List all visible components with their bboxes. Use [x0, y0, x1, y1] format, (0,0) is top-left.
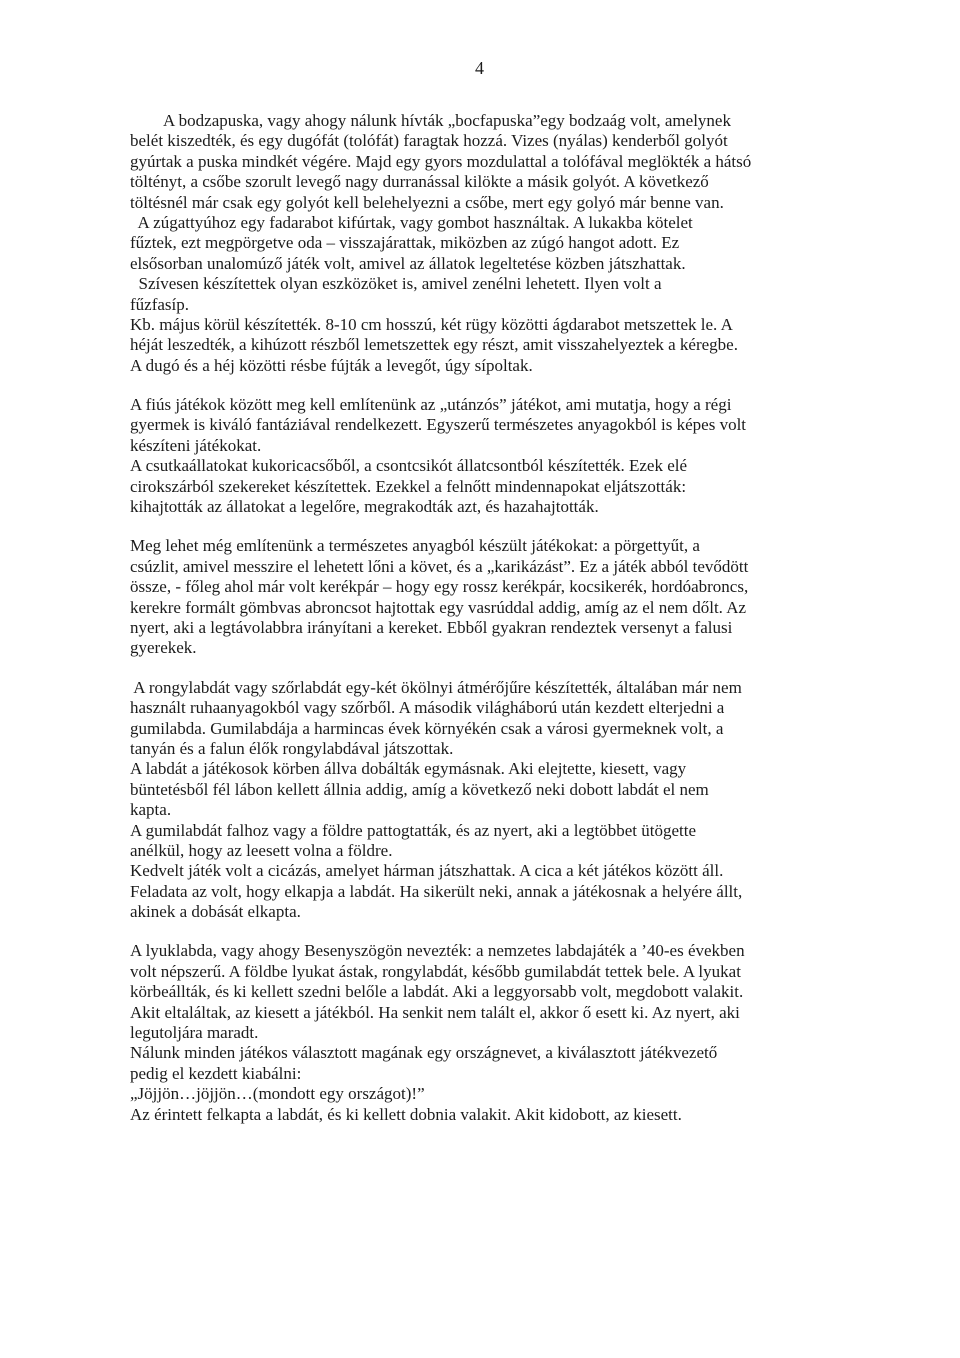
- text-line: legutoljára maradt.: [130, 1023, 259, 1043]
- text-line: Akit eltaláltak, az kiesett a játékból. Ha senkit nem talált el, akkor ő esett ki. Az nyert, aki: [130, 1002, 740, 1022]
- text-line: pedig el kezdett kiabálni:: [130, 1063, 302, 1083]
- text-line: A lyuklabda, vagy ahogy Besenyszögön nevezték: a nemzetes labdajáték a ’40-es években: [130, 941, 745, 961]
- text-line: használt ruhaanyagokból vagy szőrből. A második világháború után kezdett elterjedni a: [130, 698, 725, 718]
- paragraph-natural-toys: [130, 536, 838, 658]
- paragraph-hole-ball: [130, 941, 838, 1125]
- text-line: A dugó és a héj közötti résbe fújták a levegőt, úgy sípoltak.: [130, 355, 533, 375]
- text-line: készíteni játékokat.: [130, 435, 262, 455]
- paragraph-ball-games: [130, 678, 838, 923]
- text-line: töltényt, a csőbe szorult levegő nagy durranással kilökte a másik golyót. A következő: [130, 172, 709, 192]
- text-line: tanyán és a falun élők rongylabdával játszottak.: [130, 738, 454, 758]
- text-line: A fiús játékok között meg kell említenünk az „utánzós” játékot, ami mutatja, hogy a régi: [130, 395, 732, 415]
- paragraph-gap: [130, 517, 838, 536]
- text-line: A rongylabdát vagy szőrlabdát egy-két ökölnyi átmérőjűre készítették, általában már nem: [130, 677, 742, 697]
- text-line: belét kiszedték, és egy dugófát (tolófát) faragtak hozzá. Vizes (nyálas) kenderből golyót: [130, 131, 728, 151]
- text-line: „Jöjjön…jöjjön…(mondott egy országot)!”: [130, 1084, 425, 1104]
- text-line: gumilabda. Gumilabdája a harmincas évek környékén csak a városi gyermeknek volt, a: [130, 718, 724, 738]
- paragraph-gap: [130, 659, 838, 678]
- paragraph-imitation-games: [130, 395, 838, 517]
- text-line: volt népszerű. A földbe lyukat ástak, rongylabdát, később gumilabdát tettek bele. A lyukat: [130, 961, 741, 981]
- text-line: gyúrtak a puska mindkét végére. Majd egy gyors mozdulattal a tolófával meglökték a hátsó: [130, 151, 752, 171]
- text-line: anélkül, hogy az leesett volna a földre.: [130, 840, 393, 860]
- text-line: A csutkaállatokat kukoricacsőből, a csontcsikót állatcsontból készítették. Ezek elé: [130, 456, 688, 476]
- text-line: akinek a dobását elkapta.: [130, 902, 301, 922]
- text-line: fűztek, ezt megpörgetve oda – visszajárattak, miközben az zúgó hangot adott. Ez: [130, 233, 680, 253]
- text-line: Meg lehet még említenünk a természetes anyagból készült játékokat: a pörgettyűt, a: [130, 536, 700, 556]
- page-number: 4: [475, 58, 484, 78]
- text-line: A zúgattyúhoz egy fadarabot kifúrtak, vagy gombot használtak. A lukakba kötelet: [130, 212, 693, 232]
- text-line: nyert, aki a legtávolabbra irányítani a kereket. Ebből gyakran rendeztek versenyt a falusi: [130, 617, 733, 637]
- document-body: [130, 111, 838, 1125]
- text-line: Az érintett felkapta a labdát, és ki kellett dobnia valakit. Akit kidobott, az kiesett.: [130, 1104, 682, 1124]
- text-line: elsősorban unalomúző játék volt, amivel az állatok legeltetése közben játszhattak.: [130, 253, 686, 273]
- text-line: gyerekek.: [130, 638, 197, 658]
- text-line: töltésnél már csak egy golyót kell belehelyezni a csőbe, mert egy golyó már benne van.: [130, 192, 724, 212]
- text-line: A gumilabdát falhoz vagy a földre pattogtatták, és az nyert, aki a legtöbbet ütögette: [130, 820, 696, 840]
- text-line: héját leszedték, a kihúzott részből lemetszettek egy részt, amit visszahelyeztek a kéregbe.: [130, 335, 738, 355]
- paragraph-gap: [130, 376, 838, 395]
- text-line: A bodzapuska, vagy ahogy nálunk hívták „bocfapuska”egy bodzaág volt, amelynek: [130, 111, 731, 130]
- paragraph-toys-instruments: [130, 111, 838, 376]
- paragraph-gap: [130, 922, 838, 941]
- text-line: büntetésből fél lábon kellett állnia addig, amíg a következő neki dobott labdát el nem: [130, 779, 709, 799]
- text-line: cirokszárból szekereket készítettek. Ezekkel a felnőtt mindennapokat eljátszották:: [130, 476, 687, 496]
- text-line: kerekre formált gömbvas abroncsot hajtottak egy vasrúddal addig, amíg az el nem dőlt. Az: [130, 597, 747, 617]
- text-line: Kedvelt játék volt a cicázás, amelyet hárman játszhattak. A cica a két játékos között áll.: [130, 861, 724, 881]
- text-line: körbeállták, és ki kellett szedni belőle a labdát. Aki a leggyorsabb volt, megdobott valakit.: [130, 982, 744, 1002]
- text-line: Kb. május körül készítették. 8-10 cm hosszú, két rügy közötti ágdarabot metszettek le. A: [130, 314, 733, 334]
- text-line: össze, - főleg ahol már volt kerékpár – hogy egy rossz kerékpár, kocsikerék, hordóabroncs,: [130, 577, 749, 597]
- text-line: Szívesen készítettek olyan eszközöket is, amivel zenélni lehetett. Ilyen volt a: [130, 274, 662, 294]
- text-line: Nálunk minden játékos választott magának egy országnevet, a kiválasztott játékvezető: [130, 1043, 718, 1063]
- text-line: gyermek is kiváló fantáziával rendelkezett. Egyszerű természetes anyagokból is képes volt: [130, 415, 747, 435]
- text-line: kapta.: [130, 800, 172, 820]
- text-line: kihajtották az állatokat a legelőre, megrakodták azt, és hazahajtották.: [130, 497, 599, 517]
- text-line: A labdát a játékosok körben állva dobálták egymásnak. Aki elejtette, kiesett, vagy: [130, 759, 687, 779]
- text-line: fűzfasíp.: [130, 294, 190, 314]
- text-line: Feladata az volt, hogy elkapja a labdát. Ha sikerült neki, annak a játékosnak a helyére állt,: [130, 881, 743, 901]
- text-line: csúzlit, amivel messzire el lehetett lőni a követ, és a „karikázást”. Ez a játék abból tevődött: [130, 556, 749, 576]
